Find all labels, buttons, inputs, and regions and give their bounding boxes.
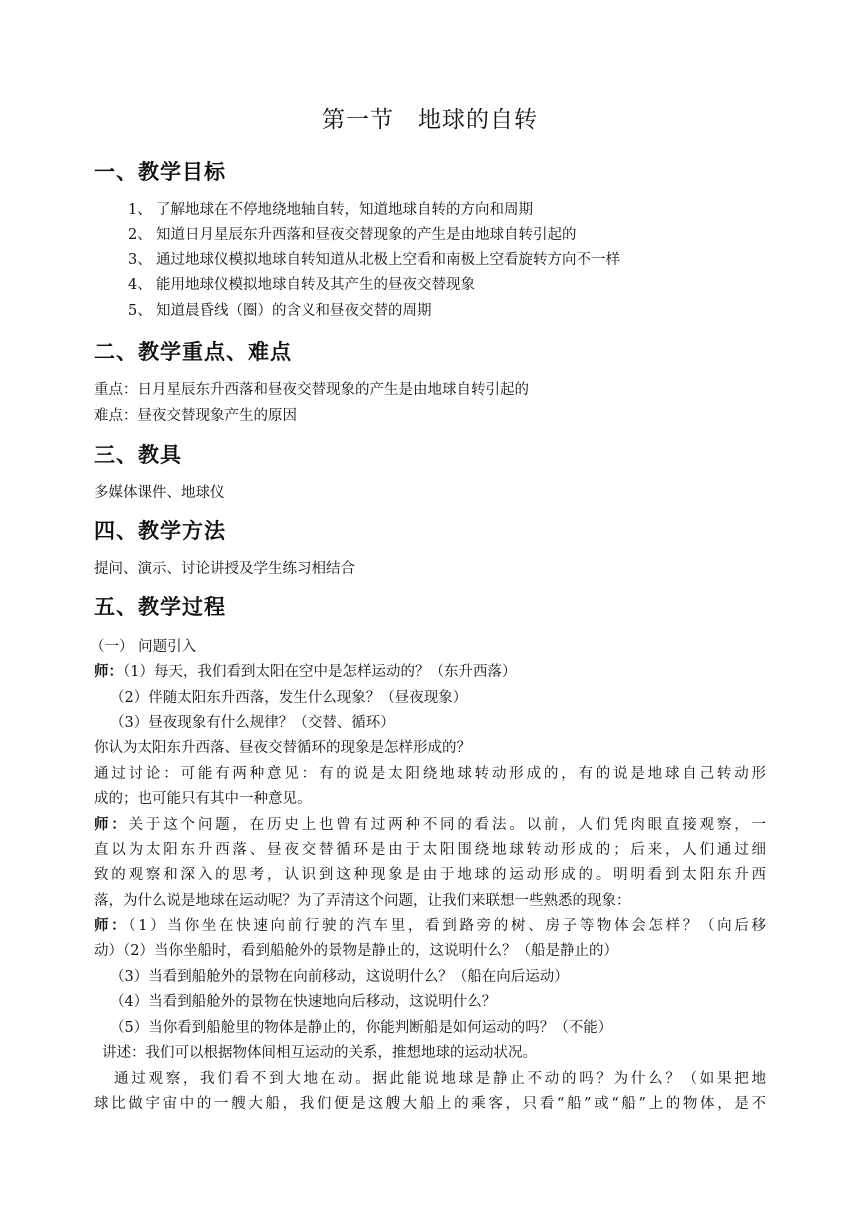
paragraph-line: 动）（2）当你坐船时，看到船舱外的景物是静止的，这说明什么？（船是静止的） [94, 943, 618, 959]
paragraph-line: 直以为太阳东升西落、昼夜交替循环是由于太阳围绕地球转动形成的；后来，人们通过细 [94, 842, 766, 858]
objective-number: 4、 [128, 277, 152, 293]
section-heading-process: 五、教学过程 [94, 595, 226, 619]
question-text: （3）当看到船舱外的景物在向前移动，这说明什么？（船在向后运动） [110, 969, 569, 985]
section-heading-methods: 四、教学方法 [94, 519, 226, 543]
paragraph-text: （1）当你坐在快速向前行驶的汽车里，看到路旁的树、房子等物体会怎样？（向后移 [128, 918, 767, 934]
section-heading-objectives: 一、教学目标 [94, 160, 226, 184]
objective-item [128, 200, 533, 220]
question-text: （4）当看到船舱外的景物在快速地向后移动，这说明什么？ [110, 994, 497, 1010]
objective-text: 通过地球仪模拟地球自转知道从北极上空看和南极上空看旋转方向不一样 [156, 252, 620, 268]
teacher-label: 师： [94, 816, 129, 833]
difficult-point-line: 难点：昼夜交替现象产生的原因 [94, 408, 297, 424]
question-text: （2）伴随太阳东升西落，发生什么现象？（昼夜现象） [110, 690, 468, 706]
paragraph-line: 通过讨论：可能有两种意见：有的说是太阳绕地球转动形成的，有的说是地球自己转动形 [94, 766, 766, 782]
key-point-line: 重点：日月星辰东升西落和昼夜交替现象的产生是由地球自转引起的 [94, 382, 529, 398]
objective-item [128, 275, 475, 295]
objective-item [128, 225, 577, 245]
teacher-label: 师： [94, 917, 129, 934]
paragraph-line: 致的观察和深入的思考，认识到这种现象是由于地球的运动形成的。明明看到太阳东升西 [94, 867, 766, 883]
objective-text: 知道晨昏线（圈）的含义和昼夜交替的周期 [156, 303, 432, 319]
paragraph-line: 球比做宇宙中的一艘大船，我们便是这艘大船上的乘客，只看“船”或“船”上的物体，是不 [94, 1096, 766, 1112]
paragraph-line: 成的；也可能只有其中一种意见。 [94, 791, 312, 807]
objective-number: 5、 [128, 303, 152, 319]
question-text: （5）当你看到船舱里的物体是静止的，你能判断船是如何运动的吗？（不能） [110, 1020, 613, 1036]
paragraph-line: 通过观察，我们看不到大地在动。据此能说地球是静止不动的吗？为什么？（如果把地 [114, 1071, 766, 1087]
subsection-heading: （一） 问题引入 [90, 639, 197, 655]
methods-text: 提问、演示、讨论讲授及学生练习相结合 [94, 561, 355, 577]
paragraph-line [94, 662, 516, 682]
tools-text: 多媒体课件、地球仪 [94, 485, 225, 501]
document-title: 第一节 地球的自转 [322, 107, 538, 133]
paragraph-line [94, 916, 766, 936]
objective-item [128, 301, 432, 321]
paragraph-text: 关于这个问题，在历史上也曾有过两种不同的看法。以前，人们凭肉眼直接观察，一 [128, 817, 767, 833]
teacher-label: 师： [94, 663, 123, 680]
objective-item [128, 250, 620, 270]
objective-text: 能用地球仪模拟地球自转及其产生的昼夜交替现象 [156, 277, 475, 293]
objective-number: 2、 [128, 227, 152, 243]
question-text: （3）昼夜现象有什么规律？（交替、循环） [110, 715, 395, 731]
question-text: （1）每天，我们看到太阳在空中是怎样运动的？（东升西落） [123, 664, 517, 680]
paragraph-line: 落，为什么说是地球在运动呢？为了弄清这个问题，让我们来联想一些熟悉的现象： [94, 893, 631, 909]
objective-number: 1、 [128, 202, 152, 218]
objective-text: 知道日月星辰东升西落和昼夜交替现象的产生是由地球自转引起的 [156, 227, 577, 243]
objective-number: 3、 [128, 252, 152, 268]
paragraph-line: 你认为太阳东升西落、昼夜交替循环的现象是怎样形成的？ [94, 740, 471, 756]
section-heading-key-points: 二、教学重点、难点 [94, 340, 292, 364]
objective-text: 了解地球在不停地绕地轴自转，知道地球自转的方向和周期 [156, 202, 533, 218]
paragraph-line [94, 815, 766, 835]
section-heading-tools: 三、教具 [94, 443, 182, 467]
paragraph-line: 讲述：我们可以根据物体间相互运动的关系，推想地球的运动状况。 [102, 1045, 537, 1061]
